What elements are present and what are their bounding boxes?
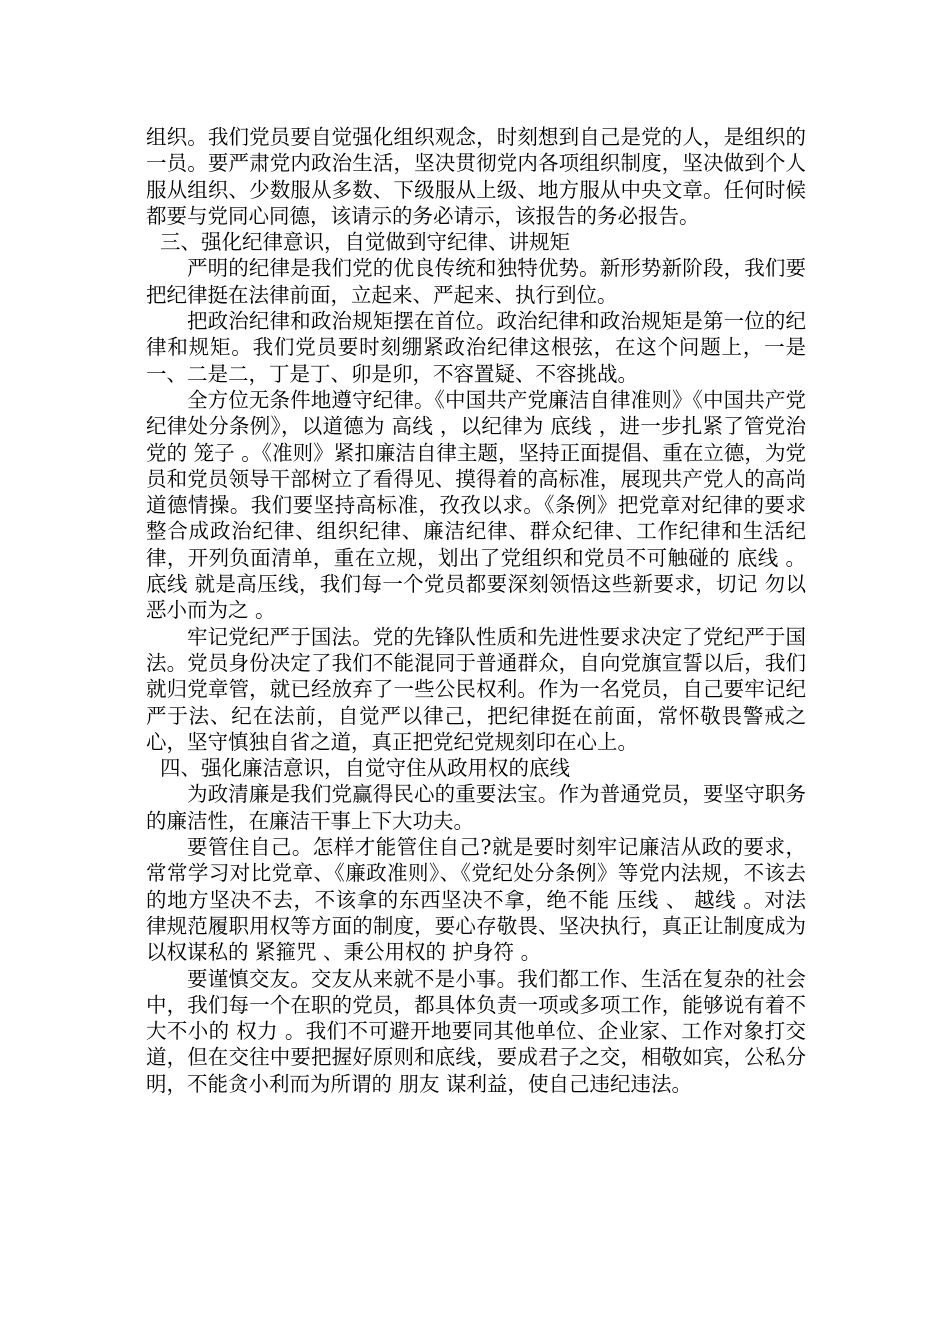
paragraph: 牢记党纪严于国法。党的先锋队性质和先进性要求决定了党纪严于国法。党员身份决定了我们不能混同于普通群众，自向党旗宣誓以后，我们就归党章管，就已经放弃了一些公民权利。作为一名党员，自己要牢记纪严于法、纪在法前，自觉严以律己，把纪律挺在前面，常怀敬畏警戒之心，坚守慎独自省之道，真正把党纪党规刻印在心上。 [146, 624, 806, 754]
paragraph: 要管住自己。怎样才能管住自己?就是要时刻牢记廉洁从政的要求，常常学习对比党章、《廉政准则》、《党纪处分条例》等党内法规，不该去的地方坚决不去，不该拿的东西坚决不拿，绝不能 压线 、 越线 。对法律规范履职用权等方面的制度，要心存敬畏、坚决执行，真正让制度成为以权谋私的 紧箍咒 、秉公用权的 护身符 。 [146, 835, 806, 965]
paragraph: 为政清廉是我们党赢得民心的重要法宝。作为普通党员，要坚守职务的廉洁性，在廉洁干事上下大功夫。 [146, 782, 806, 833]
paragraph: 把政治纪律和政治规矩摆在首位。政治纪律和政治规矩是第一位的纪律和规矩。我们党员要时刻绷紧政治纪律这根弦，在这个问题上，一是一、二是二，丁是丁、卯是卯，不容置疑、不容挑战。 [146, 309, 806, 386]
paragraph: 全方位无条件地遵守纪律。《中国共产党廉洁自律准则》《中国共产党纪律处分条例》，以道德为 高线 ，以纪律为 底线 ，进一步扎紧了管党治党的 笼子 。《准则》紧扣廉洁自律主题，坚持正面提倡、重在立德，为党员和党员领导干部树立了看得见、摸得着的高标准，展现共产党人的高尚道德情操。我们要坚持高标准，孜孜以求。《条例》把党章对纪律的要求整合成政治纪律、组织纪律、廉洁纪律、群众纪律、工作纪律和生活纪律，开列负面清单，重在立规，划出了党组织和党员不可触碰的 底线 。 底线 就是高压线，我们每一个党员都要深刻领悟这些新要求，切记 勿以恶小而为之 。 [146, 387, 806, 623]
paragraph-continued: 组织。我们党员要自觉强化组织观念，时刻想到自己是党的人，是组织的一员。要严肃党内政治生活，坚决贯彻党内各项组织制度，坚决做到个人服从组织、少数服从多数、下级服从上级、地方服从中央文章。任何时候都要与党同心同德，该请示的务必请示，该报告的务必报告。 [146, 125, 806, 228]
section-heading-four: 四、强化廉洁意识，自觉守住从政用权的底线 [160, 756, 570, 781]
document-page [146, 124, 806, 1097]
paragraph: 要谨慎交友。交友从来就不是小事。我们都工作、生活在复杂的社会中，我们每一个在职的党员，都具体负责一项或多项工作，能够说有着不大不小的 权力 。我们不可避开地要同其他单位、企业家、工作对象打交道，但在交往中要把握好原则和底线，要成君子之交，相敬如宾，公私分明，不能贪小利而为所谓的 朋友 谋利益，使自己违纪违法。 [146, 966, 806, 1096]
section-heading-three: 三、强化纪律意识，自觉做到守纪律、讲规矩 [160, 230, 570, 255]
paragraph: 严明的纪律是我们党的优良传统和独特优势。新形势新阶段，我们要把纪律挺在法律前面，立起来、严起来、执行到位。 [146, 256, 806, 307]
